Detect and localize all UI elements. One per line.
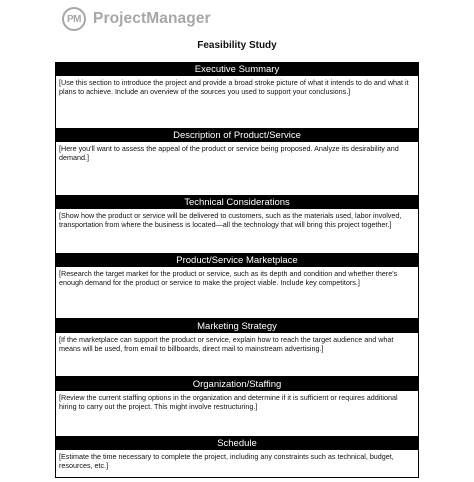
section-heading: Product/Service Marketplace	[56, 254, 418, 267]
section-heading: Executive Summary	[56, 63, 418, 76]
section-heading: Description of Product/Service	[56, 129, 418, 142]
section-heading: Technical Considerations	[56, 196, 418, 209]
section-body[interactable]: [Show how the product or service will be delivered to customers, such as the materials used, labor involved, transportation from where the business is located—all the technology that will bring this project together.]	[59, 211, 402, 230]
section-body[interactable]: [Research the target market for the product or service, such as its depth and condition and whether there's enough demand for the product or service to make the project viable. Include key competitors.]	[59, 269, 398, 288]
section-body[interactable]: [Here you'll want to assess the appeal of the product or service being proposed. Analyze its desirability and demand.]	[59, 144, 399, 163]
section-schedule	[55, 436, 419, 478]
projectmanager-logo	[62, 6, 211, 32]
section-organization-staffing	[55, 377, 419, 437]
section-heading: Marketing Strategy	[56, 320, 418, 333]
section-technical-considerations	[55, 195, 419, 255]
brand-name: ProjectManager	[93, 10, 211, 27]
section-heading: Schedule	[56, 437, 418, 450]
section-marketplace	[55, 253, 419, 319]
section-body[interactable]: [If the marketplace can support the product or service, explain how to reach the target audience and what means will be used, from email to billboards, direct mail to mainstream advertising.]	[59, 335, 394, 354]
section-body[interactable]: [Estimate the time necessary to complete the project, including any constraints such as technical, budget, resources, etc.]	[59, 452, 394, 471]
document-title: Feasibility Study	[197, 40, 277, 51]
section-heading: Organization/Staffing	[56, 378, 418, 391]
section-marketing-strategy	[55, 319, 419, 377]
section-body[interactable]: [Review the current staffing options in the organization and determine if it is sufficient or requires additional hiring to carry out the project. This might involve restructuring.]	[59, 393, 398, 412]
section-product-description	[55, 128, 419, 196]
pm-badge-icon: PM	[62, 7, 86, 31]
section-body[interactable]: [Use this section to introduce the project and provide a broad stroke picture of what it intends to do and what it plans to achieve. Include an overview of the sources you used to support your conclusions.]	[59, 78, 409, 97]
section-executive-summary	[55, 62, 419, 130]
